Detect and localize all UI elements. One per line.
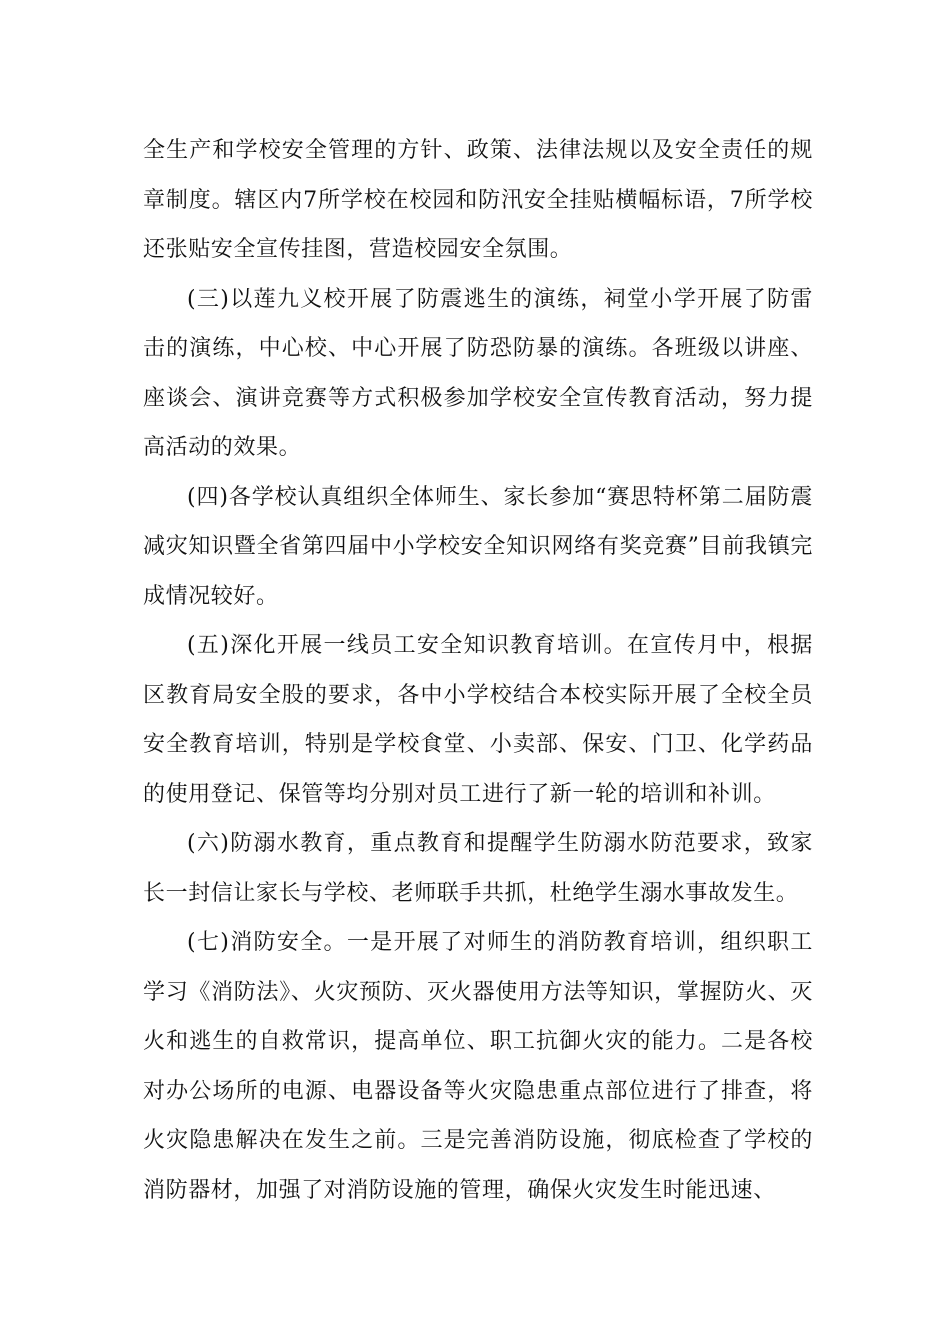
paragraph-three: (三)以莲九义校开展了防震逃生的演练，祠堂小学开展了防雷击的演练，中心校、中心开展了防恐防暴的演练。各班级以讲座、座谈会、演讲竞赛等方式积极参加学校安全宣传教育活动，努力提高活动的效果。 [143,286,813,460]
paragraph-continuation: 全生产和学校安全管理的方针、政策、法律法规以及安全责任的规章制度。辖区内7所学校在校园和防汛安全挂贴横幅标语，7所学校还张贴安全宣传挂图，营造校园安全氛围。 [143,138,813,262]
body-text [143,126,813,1215]
paragraph-four: (四)各学校认真组织全体师生、家长参加“赛思特杯第二届防震减灾知识暨全省第四届中小学校安全知识网络有奖竞赛”目前我镇完成情况较好。 [143,484,813,609]
paragraph-five: (五)深化开展一线员工安全知识教育培训。在宣传月中，根据区教育局安全股的要求，各中小学校结合本校实际开展了全校全员安全教育培训，特别是学校食堂、小卖部、保安、门卫、化学药品的使用登记、保管等均分别对员工进行了新一轮的培训和补训。 [143,633,813,807]
paragraph-seven: (七)消防安全。一是开展了对师生的消防教育培训，组织职工学习《消防法》、火灾预防、灭火器使用方法等知识，掌握防火、灭火和逃生的自救常识，提高单位、职工抗御火灾的能力。二是各校对办公场所的电源、电器设备等火灾隐患重点部位进行了排查，将火灾隐患解决在发生之前。三是完善消防设施，彻底检查了学校的消防器材，加强了对消防设施的管理，确保火灾发生时能迅速、 [143,930,813,1203]
paragraph-six: (六)防溺水教育，重点教育和提醒学生防溺水防范要求，致家长一封信让家长与学校、老师联手共抓，杜绝学生溺水事故发生。 [143,831,813,906]
